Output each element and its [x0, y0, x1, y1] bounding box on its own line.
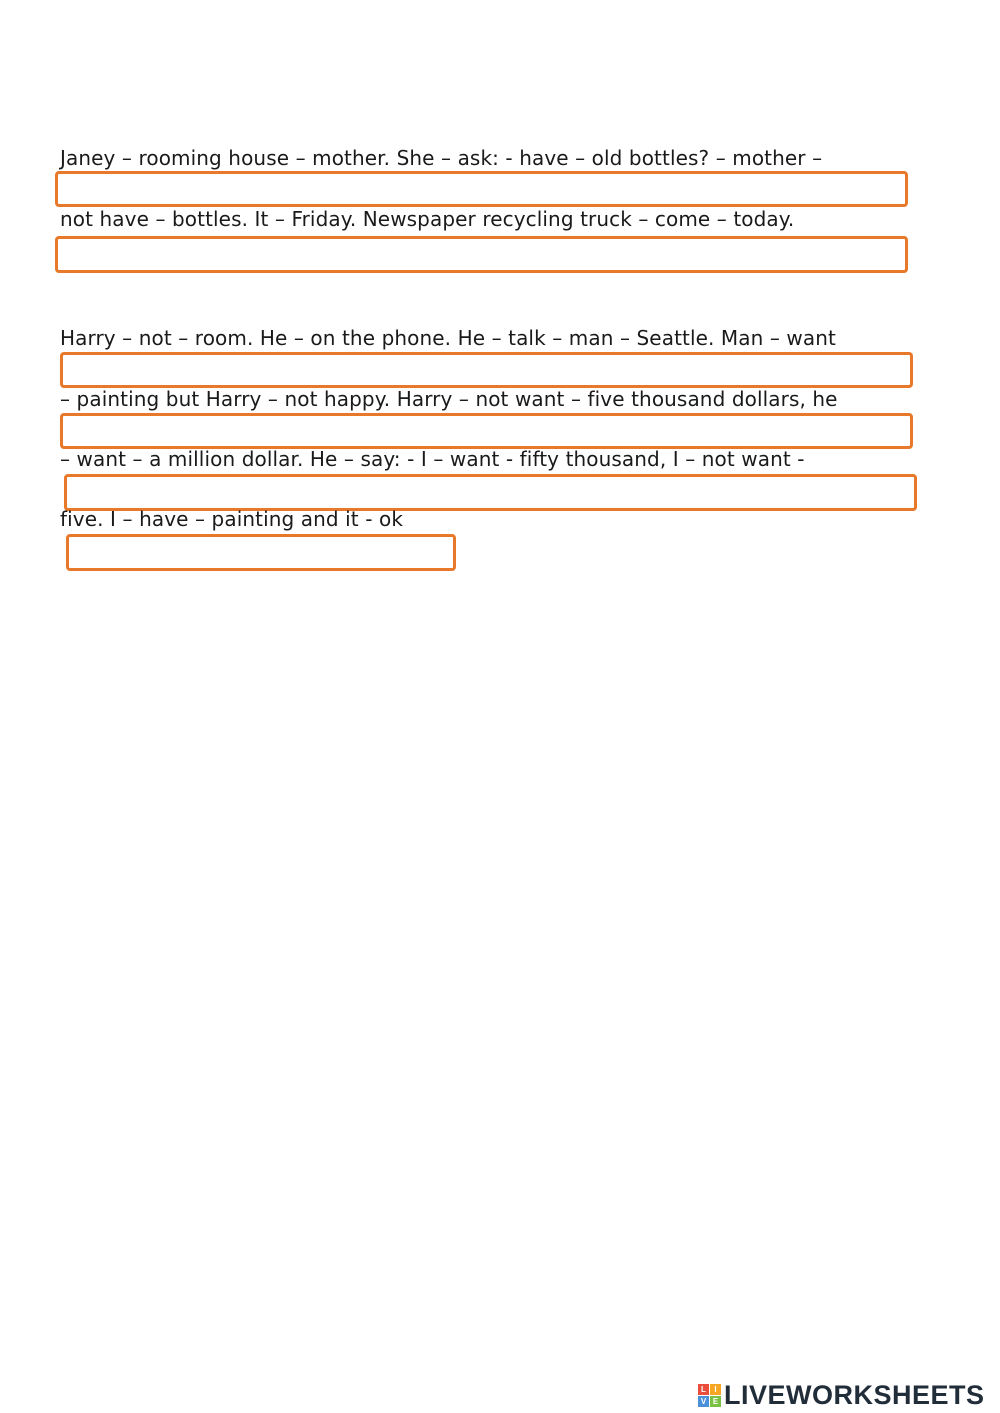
story2-line4: five. I – have – painting and it - ok	[60, 507, 403, 531]
answer-field-1[interactable]	[55, 171, 908, 207]
answer-field-5[interactable]	[64, 474, 917, 511]
story1-line2: not have – bottles. It – Friday. Newspaper recycling truck – come – today.	[60, 207, 795, 231]
liveworksheets-logo	[698, 1378, 985, 1412]
story2-line1: Harry – not – room. He – on the phone. He – talk – man – Seattle. Man – want	[60, 326, 836, 350]
story1-line1: Janey – rooming house – mother. She – ask: - have – old bottles? – mother –	[60, 146, 823, 170]
logo-text: LIVEWORKSHEETS	[724, 1379, 985, 1410]
answer-field-6[interactable]	[66, 534, 456, 571]
answer-field-2[interactable]	[55, 236, 908, 273]
logo-letter-v: V	[698, 1396, 709, 1407]
logo-letter-i: I	[710, 1384, 721, 1395]
logo-letter-e: E	[710, 1396, 721, 1407]
liveworksheets-grid-icon	[698, 1384, 721, 1407]
answer-field-3[interactable]	[60, 352, 913, 388]
answer-field-4[interactable]	[60, 413, 913, 449]
story2-line2: – painting but Harry – not happy. Harry – not want – five thousand dollars, he	[60, 387, 838, 411]
story2-line3: – want – a million dollar. He – say: - I – want - fifty thousand, I – not want -	[60, 447, 805, 471]
logo-letter-l: L	[698, 1384, 709, 1395]
